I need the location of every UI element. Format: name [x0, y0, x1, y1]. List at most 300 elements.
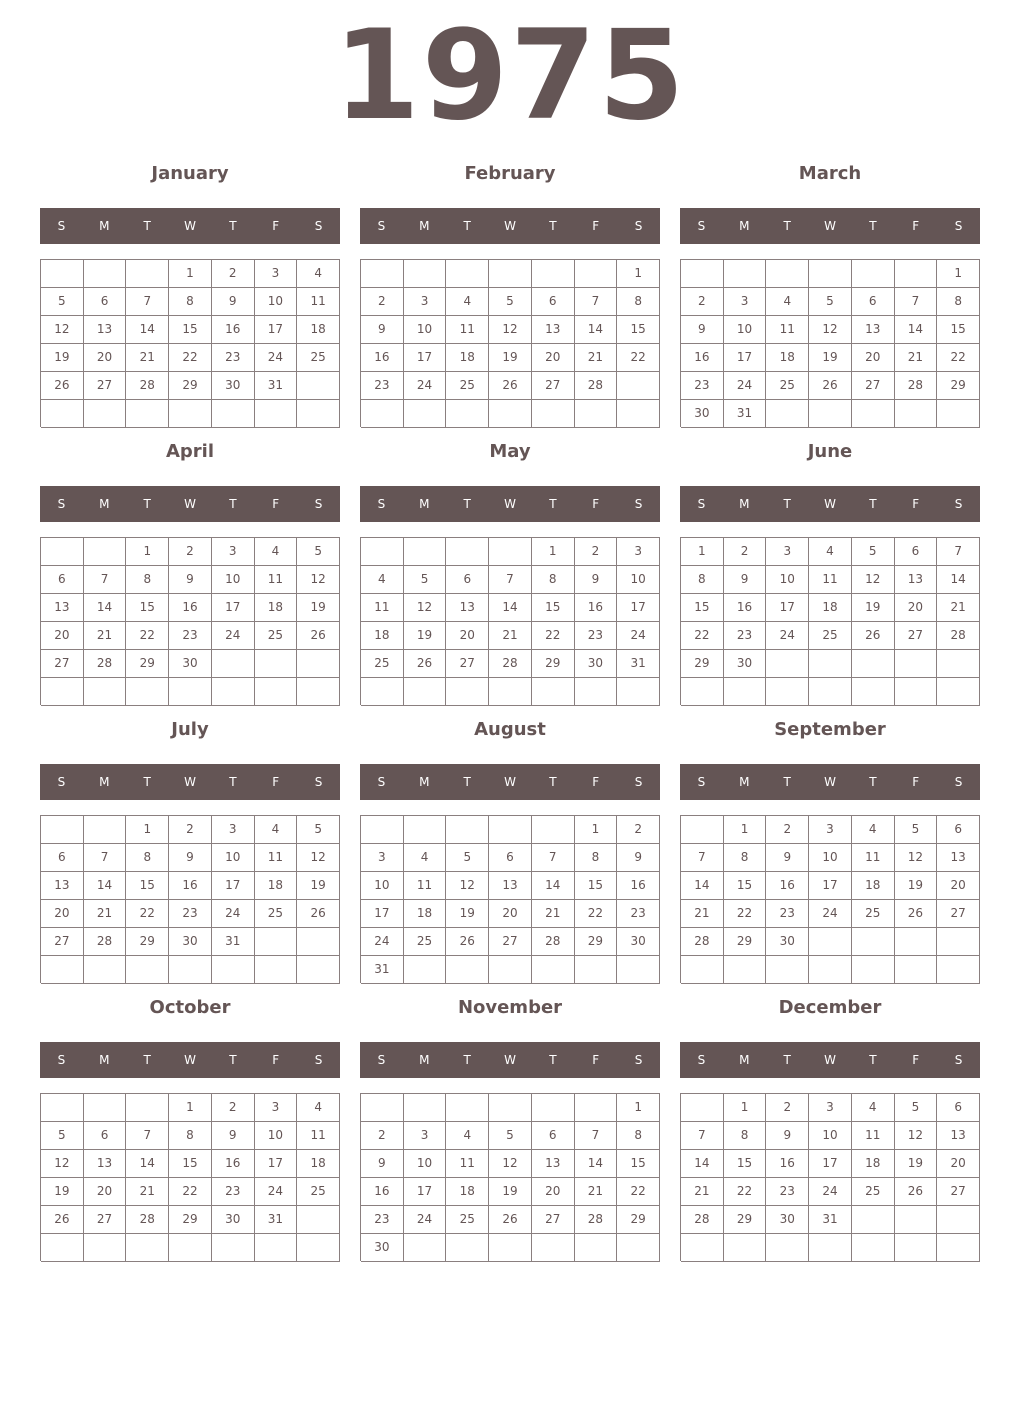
- day-cell: 22: [126, 900, 169, 928]
- day-cell: 28: [575, 372, 618, 400]
- day-cell: 3: [255, 1094, 298, 1122]
- day-cell: 13: [532, 1150, 575, 1178]
- empty-cell: [766, 1234, 809, 1262]
- weekday-label: T: [549, 1053, 557, 1067]
- month-name: May: [489, 441, 531, 462]
- day-cell: 21: [895, 344, 938, 372]
- day-cell: 23: [169, 622, 212, 650]
- day-cell: 11: [297, 288, 340, 316]
- day-cell: 13: [489, 872, 532, 900]
- empty-cell: [489, 538, 532, 566]
- weekday-header: [40, 208, 340, 244]
- day-cell: 19: [41, 1178, 84, 1206]
- day-cell: 27: [937, 1178, 980, 1206]
- day-cell: 17: [212, 594, 255, 622]
- day-grid: [40, 1093, 340, 1261]
- day-cell: 10: [212, 844, 255, 872]
- empty-cell: [297, 372, 340, 400]
- empty-cell: [724, 678, 767, 706]
- day-cell: 6: [41, 566, 84, 594]
- empty-cell: [681, 1094, 724, 1122]
- weekday-label: T: [463, 497, 471, 511]
- day-cell: 5: [41, 1122, 84, 1150]
- weekday-label: S: [697, 775, 706, 789]
- day-cell: 14: [126, 1150, 169, 1178]
- day-cell: 29: [532, 650, 575, 678]
- day-cell: 15: [724, 1150, 767, 1178]
- weekday-label: W: [184, 775, 196, 789]
- empty-cell: [361, 678, 404, 706]
- empty-cell: [169, 678, 212, 706]
- weekday-label: T: [783, 497, 791, 511]
- day-cell: 11: [446, 316, 489, 344]
- weekday-label: S: [57, 775, 66, 789]
- day-cell: 29: [169, 372, 212, 400]
- day-cell: 12: [446, 872, 489, 900]
- weekday-label: M: [99, 497, 110, 511]
- weekday-label: S: [377, 219, 386, 233]
- day-cell: 13: [41, 594, 84, 622]
- day-cell: 2: [766, 816, 809, 844]
- weekday-label: S: [314, 219, 323, 233]
- weekday-label: T: [463, 775, 471, 789]
- weekday-header: [360, 764, 660, 800]
- month-name: October: [149, 997, 231, 1018]
- day-grid: [40, 815, 340, 983]
- day-cell: 27: [84, 372, 127, 400]
- day-cell: 12: [41, 316, 84, 344]
- weekday-label: W: [504, 219, 516, 233]
- day-cell: 2: [169, 816, 212, 844]
- day-cell: 8: [169, 1122, 212, 1150]
- weekday-label: F: [592, 497, 600, 511]
- weekday-header: [680, 486, 980, 522]
- weekday-label: M: [739, 219, 750, 233]
- day-cell: 11: [809, 566, 852, 594]
- day-cell: 21: [126, 344, 169, 372]
- day-cell: 14: [681, 872, 724, 900]
- day-cell: 11: [255, 844, 298, 872]
- weekday-label: M: [739, 1053, 750, 1067]
- empty-cell: [84, 956, 127, 984]
- empty-cell: [532, 816, 575, 844]
- weekday-header: [680, 208, 980, 244]
- empty-cell: [852, 1234, 895, 1262]
- empty-cell: [404, 400, 447, 428]
- day-cell: 25: [766, 372, 809, 400]
- day-cell: 12: [895, 844, 938, 872]
- day-cell: 28: [84, 928, 127, 956]
- day-cell: 25: [852, 900, 895, 928]
- empty-cell: [446, 400, 489, 428]
- day-cell: 10: [724, 316, 767, 344]
- day-cell: 3: [809, 816, 852, 844]
- day-cell: 31: [212, 928, 255, 956]
- day-cell: 2: [617, 816, 660, 844]
- day-cell: 26: [809, 372, 852, 400]
- empty-cell: [255, 400, 298, 428]
- month-name: March: [798, 163, 862, 184]
- empty-cell: [361, 400, 404, 428]
- day-cell: 26: [41, 372, 84, 400]
- day-cell: 7: [489, 566, 532, 594]
- day-cell: 4: [404, 844, 447, 872]
- weekday-label: W: [184, 219, 196, 233]
- day-cell: 10: [255, 1122, 298, 1150]
- day-cell: 9: [724, 566, 767, 594]
- day-cell: 15: [126, 594, 169, 622]
- day-cell: 7: [532, 844, 575, 872]
- weekday-label: T: [549, 219, 557, 233]
- day-cell: 26: [489, 372, 532, 400]
- day-cell: 25: [404, 928, 447, 956]
- day-cell: 1: [169, 260, 212, 288]
- month-name: June: [807, 441, 853, 462]
- day-cell: 15: [575, 872, 618, 900]
- day-cell: 19: [446, 900, 489, 928]
- weekday-label: T: [783, 775, 791, 789]
- empty-cell: [895, 928, 938, 956]
- day-cell: 23: [617, 900, 660, 928]
- empty-cell: [809, 260, 852, 288]
- day-cell: 7: [126, 288, 169, 316]
- empty-cell: [852, 928, 895, 956]
- day-cell: 1: [617, 1094, 660, 1122]
- empty-cell: [404, 1094, 447, 1122]
- day-cell: 23: [212, 344, 255, 372]
- day-cell: 13: [937, 1122, 980, 1150]
- month-name: September: [774, 719, 886, 740]
- weekday-label: S: [314, 497, 323, 511]
- day-cell: 29: [617, 1206, 660, 1234]
- day-cell: 7: [575, 288, 618, 316]
- empty-cell: [489, 956, 532, 984]
- month-name: August: [474, 719, 546, 740]
- empty-cell: [84, 538, 127, 566]
- day-cell: 24: [212, 900, 255, 928]
- day-cell: 8: [575, 844, 618, 872]
- day-cell: 15: [681, 594, 724, 622]
- weekday-label: S: [57, 219, 66, 233]
- day-cell: 25: [361, 650, 404, 678]
- weekday-label: T: [229, 219, 237, 233]
- empty-cell: [895, 400, 938, 428]
- day-cell: 2: [361, 288, 404, 316]
- empty-cell: [766, 400, 809, 428]
- day-cell: 12: [297, 566, 340, 594]
- empty-cell: [446, 816, 489, 844]
- day-cell: 7: [126, 1122, 169, 1150]
- day-cell: 3: [212, 816, 255, 844]
- empty-cell: [404, 538, 447, 566]
- empty-cell: [852, 400, 895, 428]
- weekday-label: S: [697, 1053, 706, 1067]
- day-cell: 12: [895, 1122, 938, 1150]
- day-cell: 1: [126, 816, 169, 844]
- day-cell: 30: [575, 650, 618, 678]
- day-cell: 6: [937, 816, 980, 844]
- day-cell: 9: [766, 1122, 809, 1150]
- empty-cell: [446, 956, 489, 984]
- day-cell: 19: [895, 1150, 938, 1178]
- empty-cell: [126, 400, 169, 428]
- empty-cell: [361, 816, 404, 844]
- day-cell: 12: [297, 844, 340, 872]
- day-cell: 13: [84, 316, 127, 344]
- weekday-header: [680, 764, 980, 800]
- day-cell: 18: [446, 1178, 489, 1206]
- day-cell: 19: [895, 872, 938, 900]
- day-cell: 15: [617, 1150, 660, 1178]
- day-cell: 6: [532, 288, 575, 316]
- day-cell: 1: [617, 260, 660, 288]
- weekday-label: W: [824, 1053, 836, 1067]
- day-cell: 27: [532, 372, 575, 400]
- day-cell: 21: [575, 344, 618, 372]
- day-cell: 7: [681, 844, 724, 872]
- empty-cell: [212, 956, 255, 984]
- day-cell: 22: [169, 1178, 212, 1206]
- day-cell: 20: [937, 872, 980, 900]
- day-cell: 25: [446, 1206, 489, 1234]
- day-cell: 28: [681, 928, 724, 956]
- empty-cell: [937, 956, 980, 984]
- weekday-label: S: [377, 497, 386, 511]
- day-cell: 19: [404, 622, 447, 650]
- weekday-label: T: [869, 775, 877, 789]
- day-cell: 7: [84, 566, 127, 594]
- weekday-label: T: [869, 219, 877, 233]
- weekday-label: S: [697, 497, 706, 511]
- day-cell: 30: [681, 400, 724, 428]
- day-cell: 8: [724, 1122, 767, 1150]
- weekday-label: W: [504, 775, 516, 789]
- empty-cell: [617, 372, 660, 400]
- empty-cell: [297, 928, 340, 956]
- day-cell: 18: [446, 344, 489, 372]
- day-cell: 2: [212, 260, 255, 288]
- empty-cell: [489, 1234, 532, 1262]
- day-cell: 17: [617, 594, 660, 622]
- empty-cell: [852, 678, 895, 706]
- day-cell: 31: [361, 956, 404, 984]
- weekday-header: [40, 764, 340, 800]
- day-cell: 13: [937, 844, 980, 872]
- day-cell: 31: [617, 650, 660, 678]
- day-cell: 31: [255, 372, 298, 400]
- weekday-label: F: [592, 775, 600, 789]
- empty-cell: [361, 538, 404, 566]
- day-cell: 18: [852, 872, 895, 900]
- day-grid: [360, 815, 660, 983]
- day-cell: 18: [255, 872, 298, 900]
- day-cell: 4: [852, 816, 895, 844]
- day-cell: 14: [532, 872, 575, 900]
- day-cell: 25: [255, 900, 298, 928]
- empty-cell: [126, 260, 169, 288]
- empty-cell: [169, 1234, 212, 1262]
- empty-cell: [212, 678, 255, 706]
- day-cell: 5: [809, 288, 852, 316]
- empty-cell: [41, 538, 84, 566]
- weekday-label: S: [314, 1053, 323, 1067]
- empty-cell: [404, 260, 447, 288]
- day-cell: 2: [212, 1094, 255, 1122]
- day-cell: 30: [724, 650, 767, 678]
- day-cell: 25: [255, 622, 298, 650]
- day-cell: 11: [446, 1150, 489, 1178]
- empty-cell: [532, 1234, 575, 1262]
- day-cell: 22: [681, 622, 724, 650]
- day-cell: 25: [809, 622, 852, 650]
- empty-cell: [937, 678, 980, 706]
- empty-cell: [809, 1234, 852, 1262]
- day-cell: 16: [766, 1150, 809, 1178]
- day-cell: 23: [724, 622, 767, 650]
- day-cell: 7: [84, 844, 127, 872]
- month-name: February: [464, 163, 556, 184]
- day-cell: 6: [895, 538, 938, 566]
- weekday-label: W: [504, 1053, 516, 1067]
- day-cell: 15: [169, 1150, 212, 1178]
- day-cell: 12: [41, 1150, 84, 1178]
- day-cell: 30: [169, 928, 212, 956]
- empty-cell: [41, 956, 84, 984]
- day-cell: 2: [724, 538, 767, 566]
- day-cell: 9: [681, 316, 724, 344]
- day-cell: 1: [724, 816, 767, 844]
- day-cell: 17: [255, 1150, 298, 1178]
- empty-cell: [937, 400, 980, 428]
- weekday-label: W: [824, 775, 836, 789]
- empty-cell: [255, 928, 298, 956]
- empty-cell: [126, 1234, 169, 1262]
- day-cell: 13: [532, 316, 575, 344]
- weekday-label: T: [229, 1053, 237, 1067]
- day-cell: 2: [575, 538, 618, 566]
- day-cell: 16: [212, 316, 255, 344]
- empty-cell: [766, 678, 809, 706]
- day-cell: 3: [617, 538, 660, 566]
- empty-cell: [84, 1234, 127, 1262]
- day-cell: 2: [361, 1122, 404, 1150]
- empty-cell: [617, 1234, 660, 1262]
- day-cell: 1: [681, 538, 724, 566]
- day-cell: 14: [681, 1150, 724, 1178]
- empty-cell: [895, 678, 938, 706]
- empty-cell: [489, 678, 532, 706]
- day-cell: 22: [532, 622, 575, 650]
- empty-cell: [895, 650, 938, 678]
- day-cell: 14: [84, 594, 127, 622]
- empty-cell: [937, 1206, 980, 1234]
- day-cell: 25: [852, 1178, 895, 1206]
- day-cell: 16: [212, 1150, 255, 1178]
- day-cell: 28: [126, 372, 169, 400]
- empty-cell: [361, 1094, 404, 1122]
- day-cell: 30: [766, 1206, 809, 1234]
- day-cell: 25: [297, 344, 340, 372]
- day-cell: 7: [681, 1122, 724, 1150]
- empty-cell: [809, 956, 852, 984]
- day-grid: [360, 259, 660, 427]
- day-cell: 22: [724, 1178, 767, 1206]
- empty-cell: [212, 650, 255, 678]
- day-cell: 6: [489, 844, 532, 872]
- day-cell: 14: [895, 316, 938, 344]
- day-cell: 20: [41, 622, 84, 650]
- day-cell: 18: [255, 594, 298, 622]
- empty-cell: [446, 1234, 489, 1262]
- day-cell: 1: [575, 816, 618, 844]
- day-cell: 14: [489, 594, 532, 622]
- empty-cell: [724, 260, 767, 288]
- day-cell: 6: [852, 288, 895, 316]
- empty-cell: [297, 678, 340, 706]
- day-cell: 27: [532, 1206, 575, 1234]
- month-name: July: [171, 719, 209, 740]
- day-cell: 23: [766, 900, 809, 928]
- weekday-label: F: [592, 1053, 600, 1067]
- day-cell: 3: [212, 538, 255, 566]
- weekday-label: T: [463, 219, 471, 233]
- empty-cell: [766, 650, 809, 678]
- day-cell: 30: [617, 928, 660, 956]
- day-cell: 5: [297, 816, 340, 844]
- day-cell: 21: [84, 622, 127, 650]
- day-grid: [40, 259, 340, 427]
- day-cell: 11: [361, 594, 404, 622]
- day-cell: 16: [681, 344, 724, 372]
- empty-cell: [169, 400, 212, 428]
- day-cell: 24: [766, 622, 809, 650]
- day-cell: 6: [84, 288, 127, 316]
- empty-cell: [617, 678, 660, 706]
- day-cell: 4: [297, 1094, 340, 1122]
- day-cell: 3: [361, 844, 404, 872]
- day-cell: 18: [852, 1150, 895, 1178]
- empty-cell: [937, 928, 980, 956]
- empty-cell: [212, 1234, 255, 1262]
- day-cell: 15: [169, 316, 212, 344]
- empty-cell: [126, 956, 169, 984]
- day-cell: 27: [446, 650, 489, 678]
- day-cell: 9: [361, 1150, 404, 1178]
- empty-cell: [852, 650, 895, 678]
- day-cell: 25: [446, 372, 489, 400]
- day-cell: 18: [766, 344, 809, 372]
- empty-cell: [84, 816, 127, 844]
- empty-cell: [575, 678, 618, 706]
- day-cell: 16: [617, 872, 660, 900]
- empty-cell: [895, 1234, 938, 1262]
- empty-cell: [41, 678, 84, 706]
- month-name: January: [151, 163, 229, 184]
- weekday-label: S: [634, 219, 643, 233]
- day-cell: 23: [169, 900, 212, 928]
- weekday-label: F: [912, 219, 920, 233]
- day-cell: 26: [41, 1206, 84, 1234]
- day-cell: 19: [41, 344, 84, 372]
- day-cell: 24: [404, 1206, 447, 1234]
- day-cell: 20: [532, 344, 575, 372]
- empty-cell: [937, 1234, 980, 1262]
- day-cell: 1: [126, 538, 169, 566]
- empty-cell: [446, 538, 489, 566]
- day-cell: 8: [532, 566, 575, 594]
- day-cell: 14: [126, 316, 169, 344]
- empty-cell: [575, 1234, 618, 1262]
